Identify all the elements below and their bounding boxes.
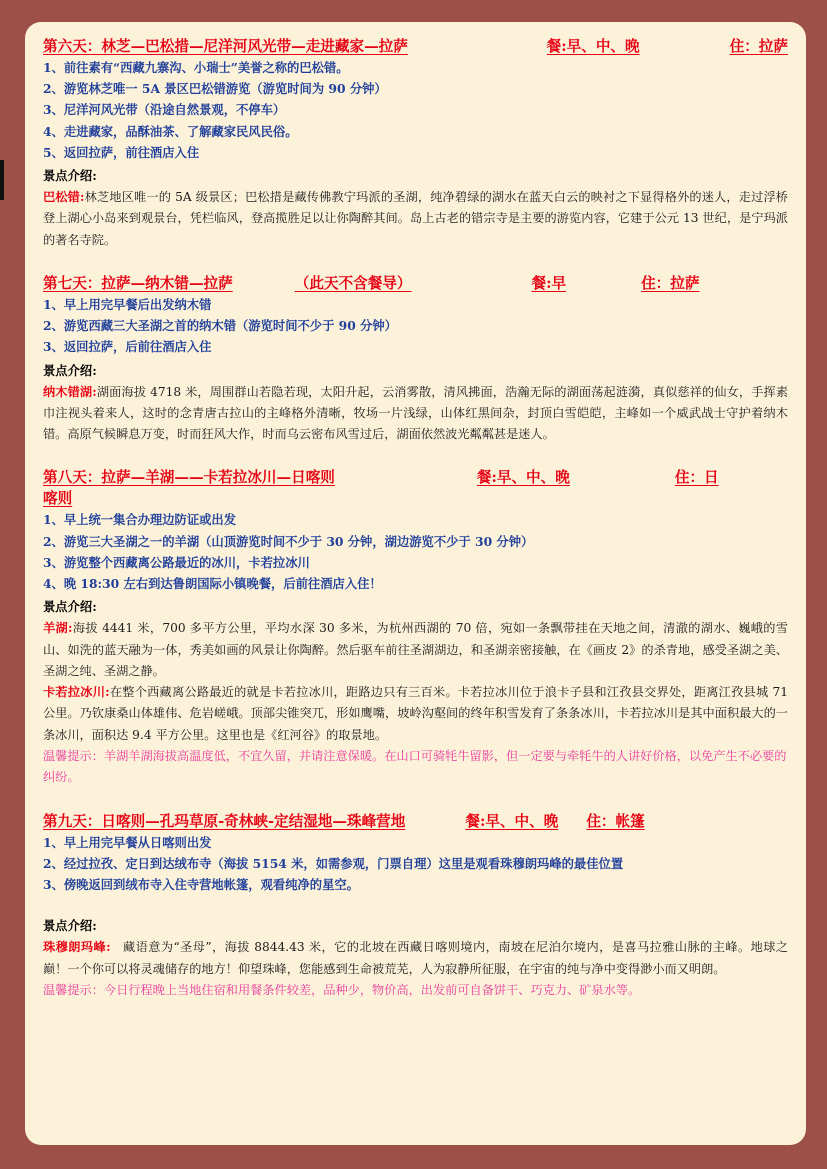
day7-item: 1、早上用完早餐后出发纳木错 — [43, 296, 212, 312]
day7-item: 2、游览西藏三大圣湖之首的纳木错（游览时间不少于 90 分钟） — [43, 318, 397, 334]
day9-item: 2、经过拉孜、定日到达绒布寺（海拔 5154 米，如需参观，门票自理）这里是观看珠穆朗玛峰的最佳位置 — [43, 855, 624, 871]
day8-spot — [43, 618, 788, 682]
day9-title: 第九天：日喀则—孔玛草原-奇林峡-定结湿地—珠峰营地 — [43, 812, 406, 830]
spot-name: 巴松错: — [43, 190, 85, 205]
day6-stay: 住：拉萨 — [729, 38, 788, 55]
day8-meals: 餐:早、中、晚 — [476, 469, 570, 487]
day7-note: （此天不含餐导） — [294, 274, 412, 292]
spot-text: 藏语意为“圣母”，海拔 8844.43 米，它的北坡在西藏日喀则境内，南坡在尼泊尔境内，是喜马拉雅山脉的主峰。地球之巅！一个你可以将灵魂储存的地方！仰望珠峰，您能感到生命被荒芜，人为寂静所征服，在宇宙的纯与净中变得渺小而又明朗。 — [43, 940, 788, 976]
day7-title-line — [43, 273, 788, 294]
day6-item: 1、前往素有“西藏九寨沟、小瑞士”美誉之称的巴松错。 — [43, 60, 349, 75]
spot-name: 羊湖: — [43, 621, 73, 636]
day9-section — [43, 811, 788, 1002]
day8-intro-label: 景点介绍: — [43, 599, 97, 615]
day7-title: 第七天：拉萨—纳木错—拉萨 — [43, 274, 233, 292]
day9-item: 3、傍晚返回到绒布寺入住寺营地帐篷，观看纯净的星空。 — [43, 877, 359, 892]
day8-item: 1、早上统一集合办理边防证或出发 — [43, 512, 237, 528]
day6-intro-label: 景点介绍: — [43, 168, 97, 184]
itinerary-page — [25, 22, 806, 1145]
spot-text: 在整个西藏离公路最近的就是卡若拉冰川，距路边只有三百米。卡若拉冰川位于浪卡子县和江孜县交界处，距离江孜县城 71 公里。乃钦康桑山体雄伟、危岩嵯峨。顶部尖锥突兀，形如鹰嘴，坡岭沟壑间的终年积雪发育了条条冰川，卡若拉冰川是其中面积最大的一条冰川，面积达 9.4 平方公里。这里也是《红河谷》的取景地。 — [43, 685, 788, 742]
day9-tip: 温馨提示：今日行程晚上当地住宿和用餐条件较差，品种少，物价高，出发前可自备饼干、巧克力、矿泉水等。 — [43, 982, 641, 997]
day6-item: 4、走进藏家，品酥油茶、了解藏家民风民俗。 — [43, 123, 298, 139]
day8-item: 2、游览三大圣湖之一的羊湖（山顶游览时间不少于 30 分钟，湖边游览不少于 30 分钟） — [43, 533, 534, 549]
day8-title-line — [43, 467, 788, 488]
day8-tip: 温馨提示：羊湖羊湖海拔高温度低，不宜久留，并请注意保暖。在山口可骑牦牛留影，但一定要与牵牦牛的人讲好价格，以免产生不必要的纠纷。 — [43, 749, 787, 785]
day6-spot — [43, 187, 788, 251]
page-edge-mark — [0, 160, 4, 200]
day6-meals: 餐:早、中、晚 — [546, 38, 640, 55]
day8-spot — [43, 682, 788, 746]
spot-text: 海拔 4441 米，700 多平方公里，平均水深 30 多米，为杭州西湖的 70 倍，宛如一条飘带挂在天地之间，清澈的湖水、巍峨的雪山、如洗的蓝天融为一体，秀美如画的风景让你陶醉。然后驱车前往圣湖湖边，和圣湖亲密接触，在《画皮 2》的杀青地，感受圣湖之美、圣湖之纯、圣湖之静。 — [43, 621, 788, 678]
spot-text: 湖面海拔 4718 米，周围群山若隐若现，太阳升起，云消雾散，清风拂面，浩瀚无际的湖面荡起涟漪，真似慈祥的仙女，手挥素巾注视头着来人，这时的念青唐古拉山的主峰格外清晰，牧场一片浅绿，山体红黑间杂，封顶白雪皑皑，主峰如一个威武战士守护着纳木错。高原气候瞬息万变，时而狂风大作，时而乌云密布风雪过后，湖面依然波光粼粼甚是迷人。 — [43, 384, 789, 442]
day8-title: 第八天：拉萨—羊湖——卡若拉冰川—日喀则 — [43, 469, 335, 487]
day7-meals: 餐:早 — [531, 274, 567, 292]
day9-spot — [43, 937, 788, 980]
day9-stay: 住：帐篷 — [586, 812, 645, 830]
day7-stay: 住：拉萨 — [641, 274, 700, 292]
spot-name: 珠穆朗玛峰: — [43, 940, 111, 955]
day8-section — [43, 467, 788, 788]
day7-spot — [43, 382, 788, 446]
day7-item: 3、返回拉萨，后前往酒店入住 — [43, 339, 212, 355]
spot-name: 纳木错湖: — [43, 384, 97, 399]
day7-section — [43, 273, 788, 446]
day7-intro-label: 景点介绍: — [43, 362, 97, 378]
day6-title-line — [43, 36, 788, 57]
day9-intro-label: 景点介绍: — [43, 918, 97, 934]
day8-stay-2: 喀则 — [43, 490, 73, 508]
day6-item: 3、尼洋河风光带（沿途自然景观，不停车） — [43, 102, 286, 118]
day9-meals: 餐:早、中、晚 — [465, 812, 559, 830]
day8-item: 4、晚 18:30 左右到达鲁朗国际小镇晚餐，后前往酒店入住！ — [43, 576, 382, 592]
spot-text: 林芝地区唯一的 5A 级景区；巴松措是藏传佛教宁玛派的圣湖，纯净碧绿的湖水在蓝天白云的映衬之下显得格外的迷人，走过浮桥登上湖心小岛来到观景台，凭栏临风，登高揽胜足以让你陶醉其间。岛上古老的错宗寺是主要的游览内容，它建于公元 13 世纪，是宁玛派的著名寺院。 — [43, 190, 788, 247]
day6-section — [43, 36, 788, 251]
day6-title: 第六天：林芝—巴松措—尼洋河风光带—走进藏家—拉萨 — [43, 38, 408, 55]
day8-stay-1: 住：日 — [674, 469, 719, 487]
day9-title-line — [43, 811, 788, 832]
day8-item: 3、游览整个西藏离公路最近的冰川，卡若拉冰川 — [43, 554, 310, 570]
day6-item: 2、游览林芝唯一 5A 景区巴松错游览（游览时间为 90 分钟） — [43, 81, 387, 97]
spot-name: 卡若拉冰川: — [43, 685, 110, 700]
day6-item: 5、返回拉萨，前往酒店入住 — [43, 144, 200, 160]
day9-item: 1、早上用完早餐从日喀则出发 — [43, 834, 212, 850]
